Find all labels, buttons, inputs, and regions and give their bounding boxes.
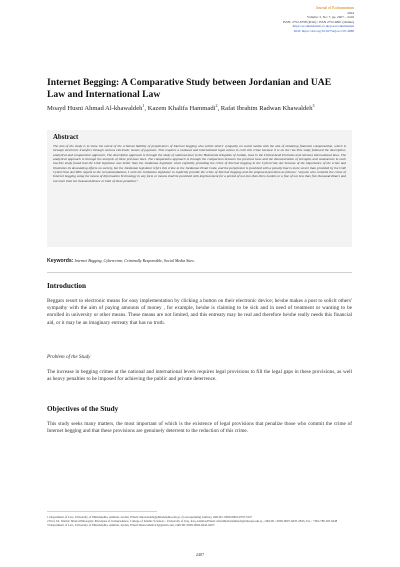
footnote: 1 Department of Law, University of Philadelphia, Amman, Jordan, Email: mkawaldeh@philadelphia.edu.jo, (Corresponding Author), ORCID: 0009-0009-2070-5327	[47, 515, 253, 519]
keywords	[47, 258, 352, 264]
journal-url-link[interactable]: https://ecohumanism.co.uk/joe/ecohumanism	[292, 24, 354, 29]
author-separator: ,	[144, 105, 148, 113]
author-separator: ,	[217, 105, 221, 113]
journal-name: Journal of Ecohumanism	[316, 6, 354, 10]
journal-doi-link[interactable]: DOI: https://doi.org/10.62754/joe.v3i7.4688	[293, 28, 354, 33]
journal-header	[283, 6, 354, 34]
author-affiliation-mark: 1	[142, 103, 145, 108]
footnote: 3 Department of Law, University of Philadelphia, Amman, Jordan, Email: Rkawaldeh123@gmail.com, ORCID: 0009-0004-9443-6207.	[47, 522, 216, 527]
author-affiliation-mark: 2	[215, 103, 218, 108]
objectives-paragraph: This study seeks many matters, the most important of which is the existence of legal provisions that penalize those who commit the crime of Internet begging and that these provisions are genuinely deterrent to the reduction of this crime.	[47, 421, 352, 435]
introduction-paragraph: Beggars resort to electronic means for easy implementation by clicking a button on their electronic device; he\she makes a post to solicit others' sympathy with the aim of paying amounts of money , for example, he\she is claiming to be sick and in need of treatment or wanting to be enrolled in university or other means. These means are not limited, and this entreaty may be real and therefore he\she really needs this financial aid, or it may be an imaginary entreaty that has no truth.	[47, 298, 352, 326]
journal-issn: ISSN: 2752-6798 (Print) | ISSN 2752-6801 (Online)	[282, 19, 354, 24]
divider	[47, 272, 352, 273]
footnote-divider	[47, 511, 157, 512]
author-list	[47, 101, 347, 113]
journal-year: 2024	[347, 10, 354, 15]
article-title: Internet Begging: A Comparative Study between Jordanian and UAE Law and International Law	[47, 77, 332, 100]
author-affiliation-mark: 3	[312, 103, 315, 108]
abstract-box	[47, 130, 352, 247]
keywords-label: Keywords:	[47, 258, 74, 264]
abstract-text: The aim of the study is to show the extent of the criminal liability of perpetrators of Internet begging who solicit others' sympathy on social media with the aim of obtaining financial compensation, which is through electronic transfers through various electronic means of payment. This requires a national and international legal action to curb this crime because it is on the rise.This study followed the descriptive, analytical and comparative approach. The descriptive approach is through the study of national laws in the Hashemite Kingdom of Jordan, laws in the United Arab Emirates and relevant international laws. The analytical approach is through the analysis of these previous laws. The comparative approach is through the comparison between the previous laws and the demonstration of strengths and weaknesses in each law.The study found that the UAE legislator was better than the Jordanian legislator when explicitly providing the crime of Internet begging in the Cybercrime Act because of the importance of the crime and illustrates its devastating effects on society, but the Jordanian legislator refers this crime to the Jordanian Penal Code, and the perpetrator is punished with a penalty that is more severe than provided by the UAE Cybercrime Act.With regard to the recommendations, I wish the Jordanian legislator to explicitly provide the crime of Internet begging and the proposed provision as follows: "anyone who commits the crime of Internet begging using the means of Information Technology in any form or means shall be punished with imprisonment for a period of not less than three months or a fine of not less than five thousand dinars and not more than ten thousand dinars or both of these penalties".	[53, 144, 346, 183]
keywords-values: Internet Begging, Cybercrime, Criminally Responsible, Social Media Sites.	[74, 258, 195, 263]
page-number: 2407	[195, 552, 205, 557]
abstract-heading: Abstract	[53, 134, 79, 141]
problem-paragraph: The increase in begging crimes at the national and international levels requires legal provisions to fill the legal gaps in these provisions, as well as heavy penalties to be imposed for achieving the public and private deterrence.	[47, 369, 352, 383]
footnote: 2 Prof. Dr. Islamic Sharia Philosophy. Principles of Jurisprudence, College of Islamic Sciences - University of Iraq, Iraq-Alanbar,Email: dr.kadhum.hammadi@aliraqia.edu.iq , ORCID : 0009-0007-6635-2843, Tel. : +964 780 493 6438	[47, 518, 338, 523]
problem-subheading: Problem of the Study	[47, 354, 91, 360]
introduction-heading: Introduction	[47, 282, 87, 290]
objectives-heading: Objectives of the Study	[47, 405, 119, 413]
journal-volume: Volume: 3, No: 7, pp. 2407 – 2416	[306, 15, 354, 20]
author-name: Rafat Ibrahim Radwan Khawaldeh	[220, 105, 313, 113]
author-name: Kazem Khalifa Hammadi	[147, 105, 216, 113]
author-name: Moayd Husni Ahmad Al-khawaldeh	[47, 105, 143, 113]
footnotes	[47, 516, 352, 528]
